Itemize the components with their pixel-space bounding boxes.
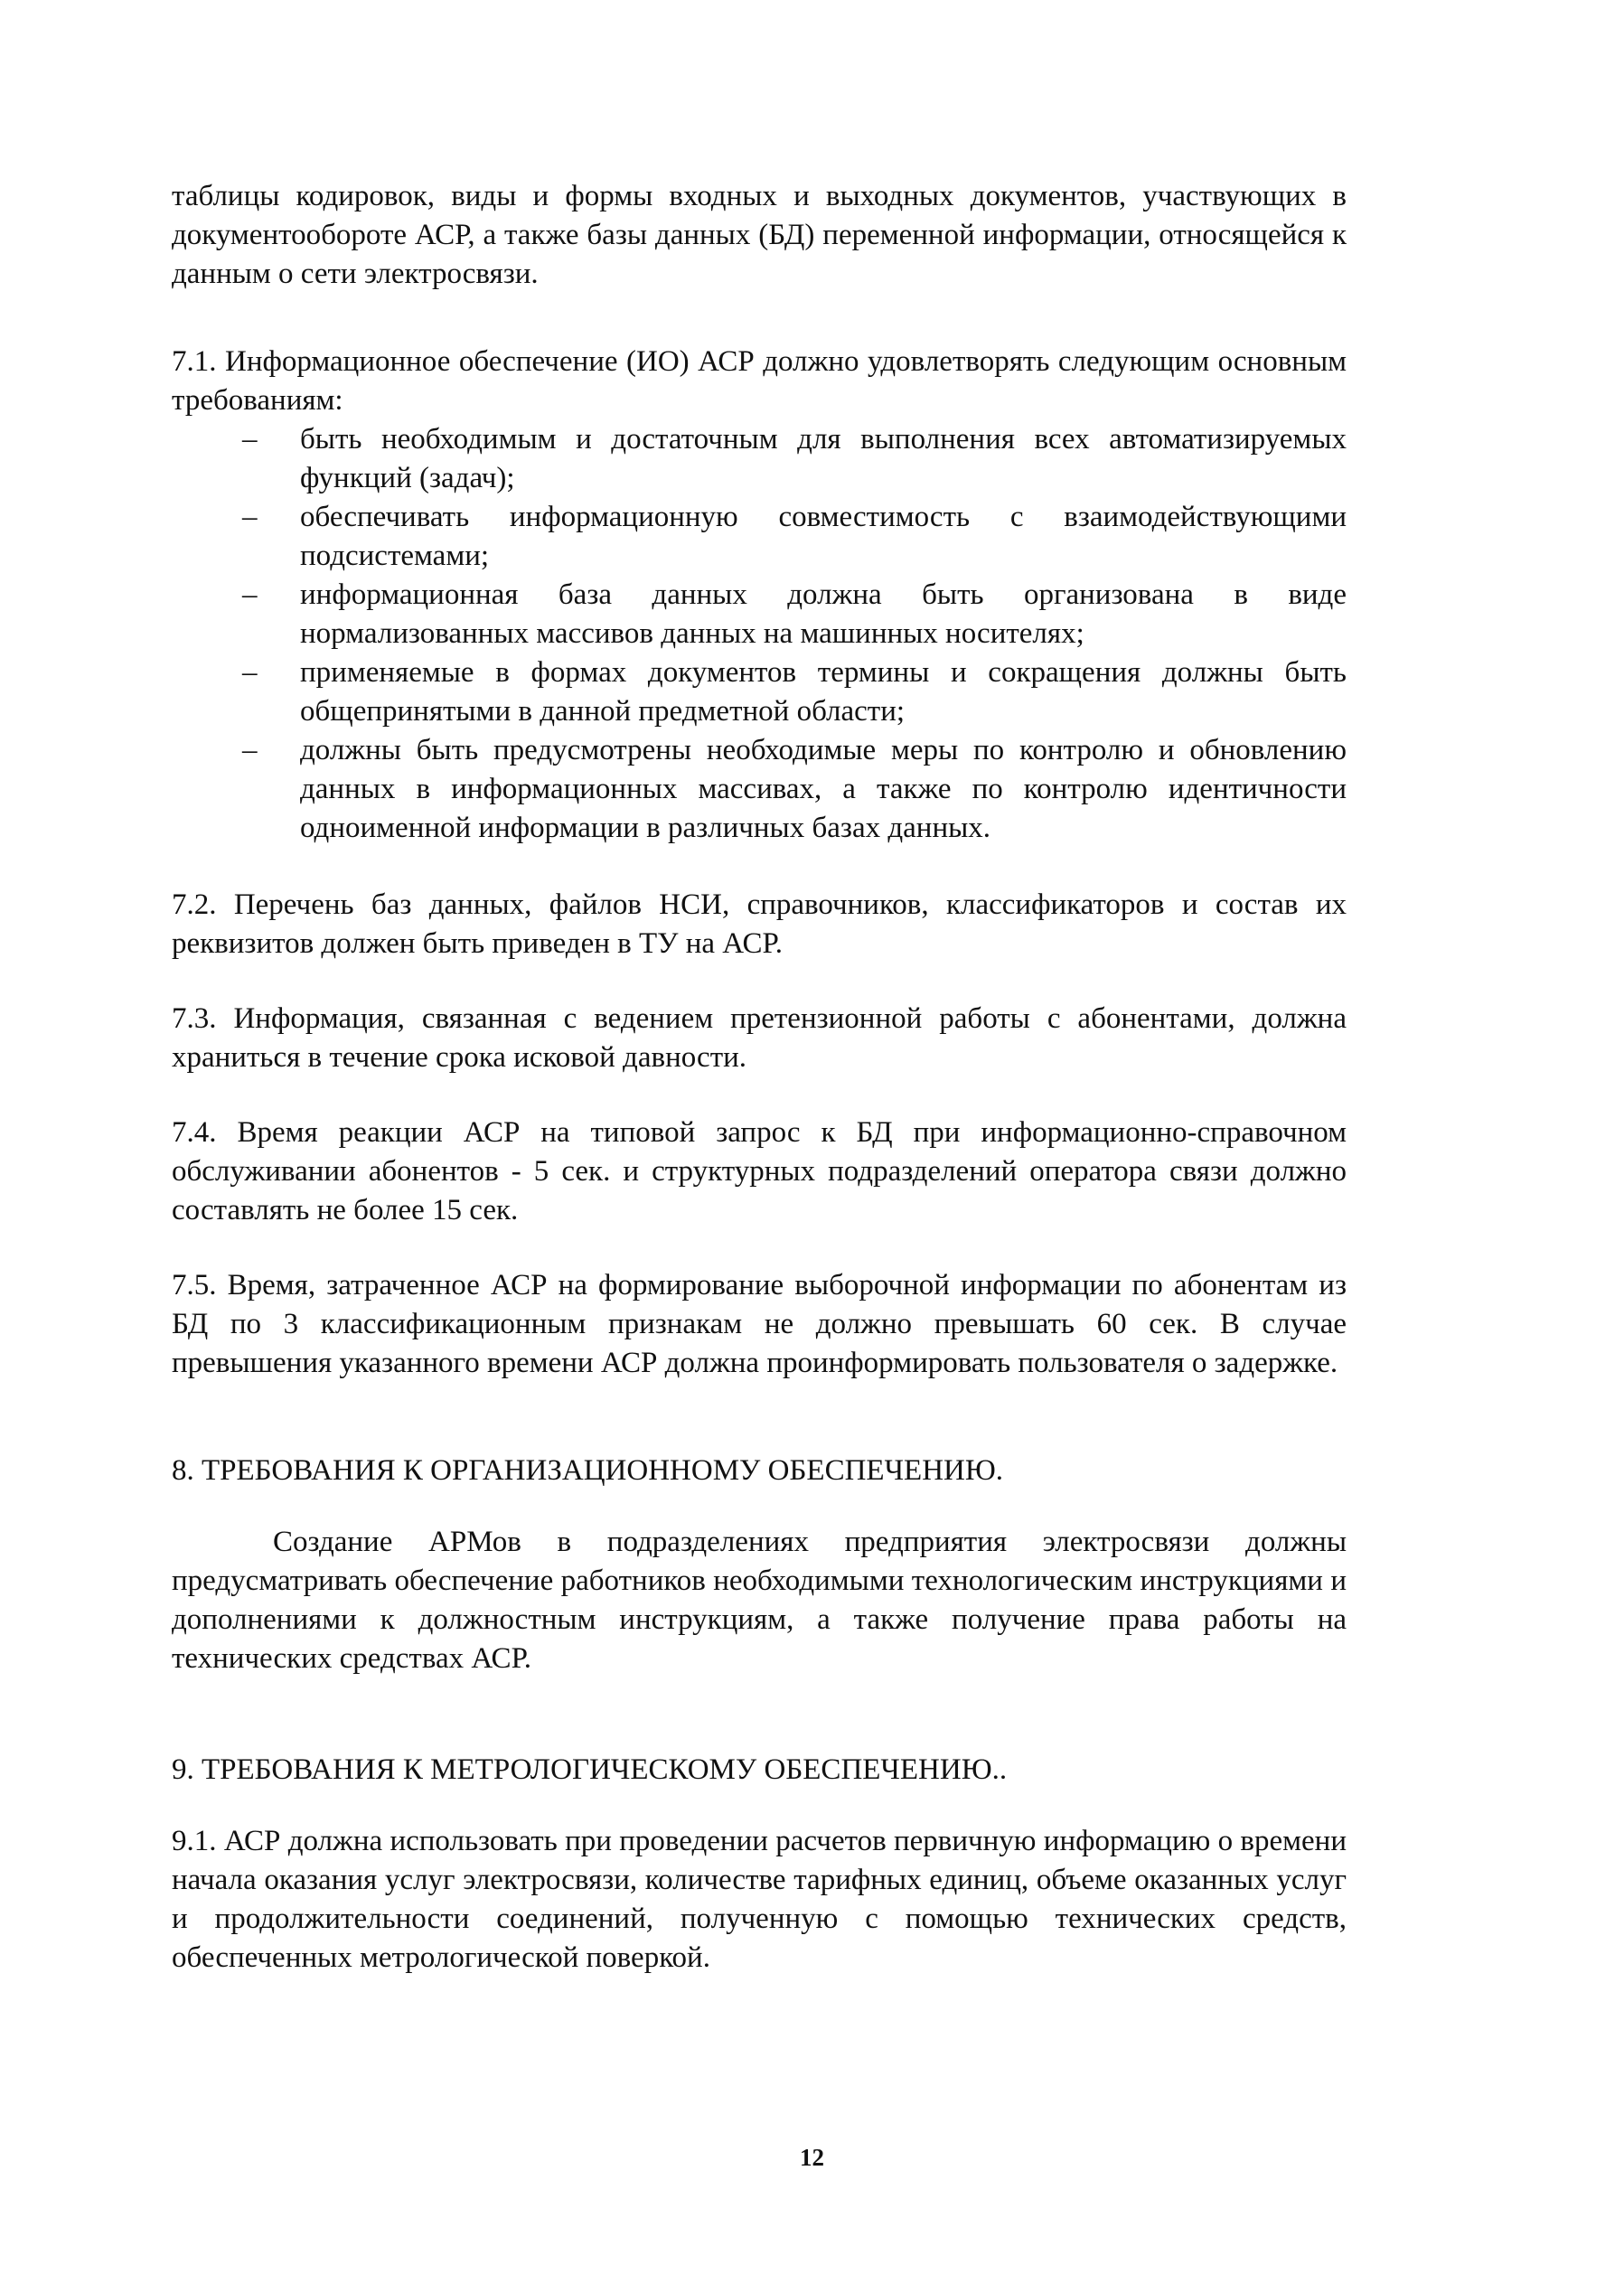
paragraph-9-1: 9.1. АСР должна использовать при проведении расчетов первичную информацию о времени начала оказания услуг электросвязи, количестве тарифных единиц, объеме оказанных услуг и продолжительности соединений, полученную с помощью технических средств, обеспеченных метрологической поверкой. [172,1825,1347,1974]
requirements-list [172,420,1347,848]
section-8-heading: 8. ТРЕБОВАНИЯ К ОРГАНИЗАЦИОННОМУ ОБЕСПЕЧЕНИЮ. [172,1454,1004,1487]
dash-marker: – [242,734,258,766]
dash-marker: – [242,656,258,689]
dash-marker: – [242,578,258,611]
paragraph-7-1-intro: 7.1. Информационное обеспечение (ИО) АСР должно удовлетворять следующим основным требованиям: [172,345,1347,417]
list-item-text: быть необходимым и достаточным для выполнения всех автоматизируемых функций (задач); [300,423,1347,494]
paragraph-7-3: 7.3. Информация, связанная с ведением претензионной работы с абонентами, должна храниться в течение срока исковой давности. [172,1002,1347,1074]
paragraph-7-4: 7.4. Время реакции АСР на типовой запрос к БД при информационно-справочном обслуживании абонентов - 5 сек. и структурных подразделений оператора связи должно составлять не более 15 сек. [172,1116,1347,1226]
page-number: 12 [800,2144,824,2171]
list-item-text: информационная база данных должна быть организована в виде нормализованных массивов данных на машинных носителях; [300,578,1347,650]
list-item [172,420,1347,498]
list-item-text: применяемые в формах документов термины и сокращения должны быть общепринятыми в данной предметной области; [300,656,1347,728]
paragraph-7-5: 7.5. Время, затраченное АСР на формирование выборочной информации по абонентам из БД по 3 классификационным признакам не должно превышать 60 сек. В случае превышения указанного времени АСР должна проинформировать пользователя о задержке. [172,1269,1347,1379]
list-item-text: должны быть предусмотрены необходимые меры по контролю и обновлению данных в информационных массивах, а также по контролю идентичности одноименной информации в различных базах данных. [300,734,1347,844]
list-item-text: обеспечивать информационную совместимость с взаимодействующими подсистемами; [300,501,1347,572]
dash-marker: – [242,423,258,456]
section-9-heading: 9. ТРЕБОВАНИЯ К МЕТРОЛОГИЧЕСКОМУ ОБЕСПЕЧЕНИЮ.. [172,1753,1008,1786]
paragraph-7-2: 7.2. Перечень баз данных, файлов НСИ, справочников, классификаторов и состав их реквизитов должен быть приведен в ТУ на АСР. [172,888,1347,960]
list-item [172,498,1347,576]
document-body [172,177,1347,1978]
list-item [172,731,1347,848]
dash-marker: – [242,501,258,533]
list-item [172,576,1347,653]
intro-paragraph: таблицы кодировок, виды и формы входных и выходных документов, участвующих в документообороте АСР, а также базы данных (БД) переменной информации, относящейся к данным о сети электросвязи. [172,180,1347,290]
list-item [172,653,1347,731]
paragraph-8: Создание АРМов в подразделениях предприятия электросвязи должны предусматривать обеспечение работников необходимыми технологическим инструкциями и дополнениями к должностным инструкциям, а также получение права работы на технических средствах АСР. [172,1526,1347,1675]
